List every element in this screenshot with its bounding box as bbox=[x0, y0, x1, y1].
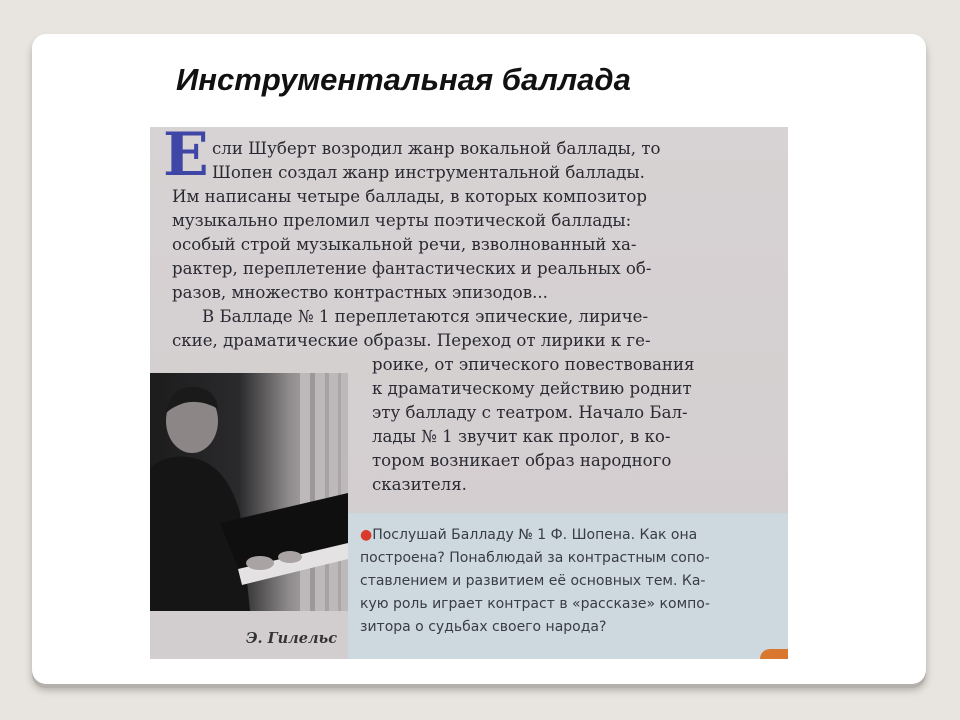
text-line: В Балладе № 1 переплетаются эпические, лириче- bbox=[202, 307, 649, 326]
pianist-photo bbox=[150, 373, 348, 611]
photo-caption: Э. Гилельс bbox=[246, 630, 338, 647]
question-box bbox=[348, 513, 788, 659]
text-line: Шопен создал жанр инструментальной баллады. bbox=[212, 163, 645, 182]
text-line: ские, драматические образы. Переход от лирики к ге- bbox=[172, 331, 651, 350]
drop-cap: Е bbox=[163, 127, 209, 190]
text-line: Им написаны четыре баллады, в которых композитор bbox=[172, 187, 648, 206]
question-line: кую роль играет контраст в «рассказе» компо- bbox=[360, 596, 710, 612]
page-corner-marker bbox=[760, 649, 788, 659]
question-line: зитора о судьбах своего народа? bbox=[360, 619, 607, 635]
text-line: роике, от эпического повествования bbox=[372, 355, 695, 374]
textbook-page-image bbox=[150, 127, 788, 659]
bullet-icon: ● bbox=[360, 527, 373, 543]
pianist-illustration bbox=[150, 373, 348, 611]
text-line: сказителя. bbox=[372, 475, 467, 494]
question-line-1 bbox=[360, 527, 697, 543]
text-line: особый строй музыкальной речи, взволнованный ха- bbox=[172, 235, 637, 254]
text-line: рактер, переплетение фантастических и реальных об- bbox=[172, 259, 652, 278]
question-line: построена? Понаблюдай за контрастным сопо- bbox=[360, 550, 710, 566]
slide-title: Инструментальная баллада bbox=[176, 62, 631, 97]
question-line: ставлением и развитием её основных тем. Ка- bbox=[360, 573, 706, 589]
text-line: лады № 1 звучит как пролог, в ко- bbox=[372, 427, 671, 446]
text-line: музыкально преломил черты поэтической баллады: bbox=[172, 211, 632, 230]
question-text: Послушай Балладу № 1 Ф. Шопена. Как она bbox=[372, 527, 698, 543]
text-line: сли Шуберт возродил жанр вокальной баллады, то bbox=[212, 139, 661, 158]
text-line: эту балладу с театром. Начало Бал- bbox=[372, 403, 688, 422]
text-line: разов, множество контрастных эпизодов... bbox=[172, 283, 548, 302]
text-line: тором возникает образ народного bbox=[372, 451, 672, 470]
text-line: к драматическому действию роднит bbox=[372, 379, 692, 398]
